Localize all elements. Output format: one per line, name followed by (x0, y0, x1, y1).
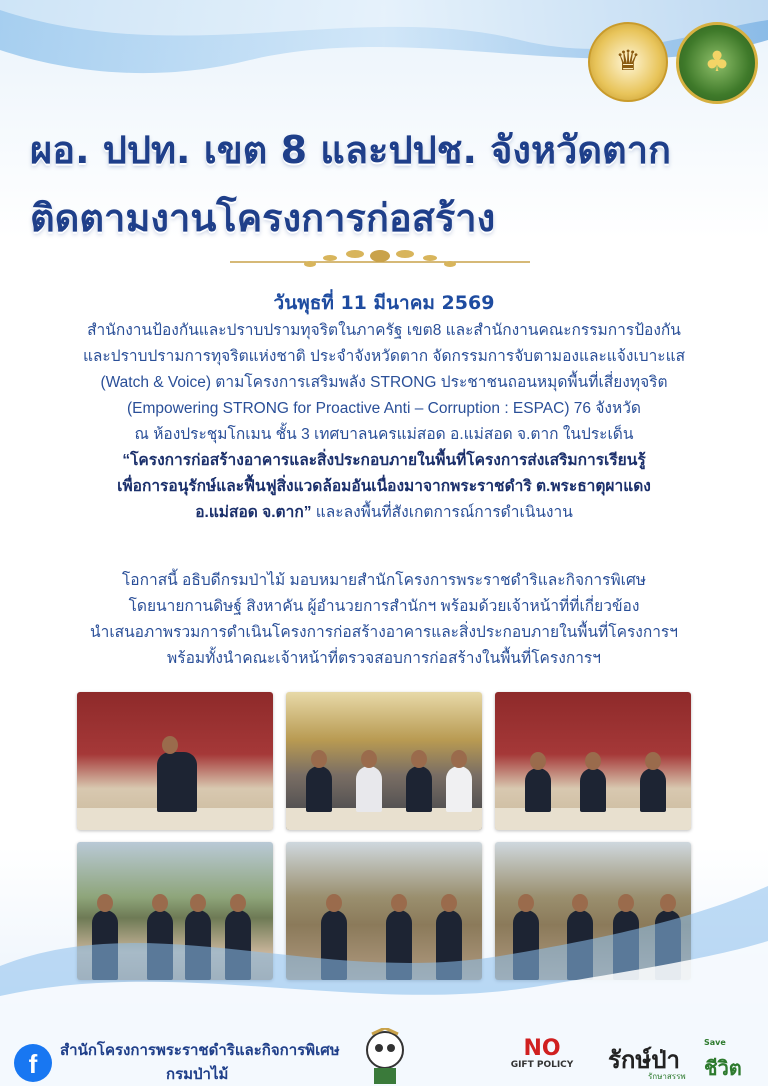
royal-emblem-logo (588, 22, 668, 102)
no-gift-label: NO (523, 1036, 561, 1061)
paragraph-line: (Watch & Voice) ตามโครงการเสริมพลัง STRONG ประชาชนถอนหมุดพื้นที่เสี่ยงทุจริต (100, 374, 668, 391)
crown-icon: ♛ (615, 44, 641, 77)
rak-pa-logo (608, 1036, 758, 1084)
event-date: วันพุธที่ 11 มีนาคม 2569 (273, 292, 495, 314)
person-figure (525, 768, 551, 812)
headline-line-1: ผอ. ปปท. เขต 8 และปปช. จังหวัดตาก (30, 128, 672, 172)
person-figure (640, 768, 666, 812)
paragraph-line: สำนักงานป้องกันและปราบปรามทุจริตในภาครัฐ เขต8 และสำนักงานคณะกรรมการป้องกัน (87, 322, 681, 339)
person-figure (446, 766, 472, 812)
gift-policy-label: GIFT POLICY (510, 1060, 574, 1070)
paragraph-line: พร้อมทั้งนำคณะเจ้าหน้าที่ตรวจสอบการก่อสร้างในพื้นที่โครงการฯ (167, 650, 601, 667)
footer-office-name: สำนักโครงการพระราชดำริและกิจการพิเศษ (60, 1041, 340, 1059)
paragraph-line: โดยนายกานดิษฐ์ สิงหาคัน ผู้อำนวยการสำนักฯ พร้อมด้วยเจ้าหน้าที่ที่เกี่ยวข้อง (128, 598, 640, 615)
person-figure (306, 766, 332, 812)
person-figure (356, 766, 382, 812)
paragraph-main (40, 318, 728, 526)
paragraph-secondary (40, 568, 728, 672)
rak-sap-text: รักษาสรรพ (648, 1072, 686, 1081)
person-figure (406, 766, 432, 812)
person-figure (580, 768, 606, 812)
rak-pa-text: รักษ์ป่า (608, 1046, 680, 1074)
mascot-icon (360, 1028, 410, 1086)
paragraph-line-end: และลงพื้นที่สังเกตการณ์การดำเนินงาน (311, 504, 573, 521)
paragraph-line: (Empowering STRONG for Proactive Anti – Corruption : ESPAC) 76 จังหวัด (127, 400, 641, 417)
photo-meeting-director (77, 692, 273, 830)
project-title-line: “โครงการก่อสร้างอาคารและสิ่งประกอบภายในพื้นที่โครงการส่งเสริมการเรียนรู้ (122, 452, 646, 469)
project-title-line: เพื่อการอนุรักษ์และฟื้นฟูสิ่งแวดล้อมอันเนื่องมาจากพระราชดำริ ต.พระธาตุผาแดง (117, 478, 651, 495)
forest-department-logo (676, 22, 758, 104)
headline (30, 116, 750, 252)
person-figure (157, 752, 197, 812)
gold-ornament-divider (230, 240, 530, 280)
headline-line-2: ติดตามงานโครงการก่อสร้าง (30, 196, 496, 240)
chiwit-text: ชีวิต (704, 1056, 742, 1080)
paragraph-line: โอกาสนี้ อธิบดีกรมป่าไม้ มอบหมายสำนักโครงการพระราชดำริและกิจการพิเศษ (121, 572, 647, 589)
footer (0, 1010, 768, 1086)
photo-meeting-room (286, 692, 482, 830)
photo-meeting-panel (495, 692, 691, 830)
paragraph-line: นำเสนอภาพรวมการดำเนินโครงการก่อสร้างอาคารและสิ่งประกอบภายในพื้นที่โครงการฯ (90, 624, 678, 641)
paragraph-line: ณ ห้องประชุมโกเมน ชั้น 3 เทศบาลนครแม่สอด อ.แม่สอด จ.ตาก ในประเด็น (134, 426, 634, 443)
paragraph-line: และปราบปรามการทุจริตแห่งชาติ ประจำจังหวัดตาก จัดกรรมการจับตามองและแจ้งเบาะแส (82, 348, 686, 365)
project-title-line: อ.แม่สอด จ.ตาก” (195, 504, 312, 521)
footer-department: กรมป่าไม้ (166, 1065, 229, 1083)
save-text: Save (704, 1038, 726, 1047)
tree-icon: ♣ (704, 45, 730, 78)
facebook-icon[interactable]: f (14, 1044, 52, 1082)
no-gift-policy-logo (506, 1038, 578, 1084)
